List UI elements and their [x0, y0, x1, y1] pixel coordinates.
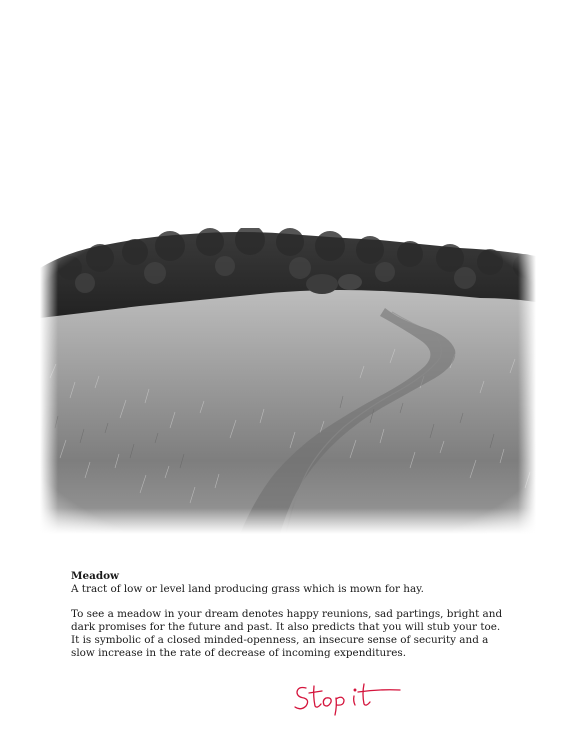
- entry-body-line: slow increase in the rate of decrease of incoming expenditures.: [71, 647, 406, 659]
- entry-body: [71, 608, 521, 660]
- entry-title: Meadow: [71, 570, 119, 582]
- entry-definition: A tract of low or level land producing grass which is mown for hay.: [71, 583, 424, 595]
- entry-body-line: dark promises for the future and past. It also predicts that you will stub your toe.: [71, 621, 501, 633]
- handwritten-signature: [292, 676, 404, 716]
- meadow-photo: [40, 228, 536, 534]
- entry-body-line: To see a meadow in your dream denotes happy reunions, sad partings, bright and: [71, 608, 503, 620]
- entry-body-line: It is symbolic of a closed minded-openness, an insecure sense of security and a: [71, 634, 489, 646]
- dictionary-entry: [71, 570, 521, 660]
